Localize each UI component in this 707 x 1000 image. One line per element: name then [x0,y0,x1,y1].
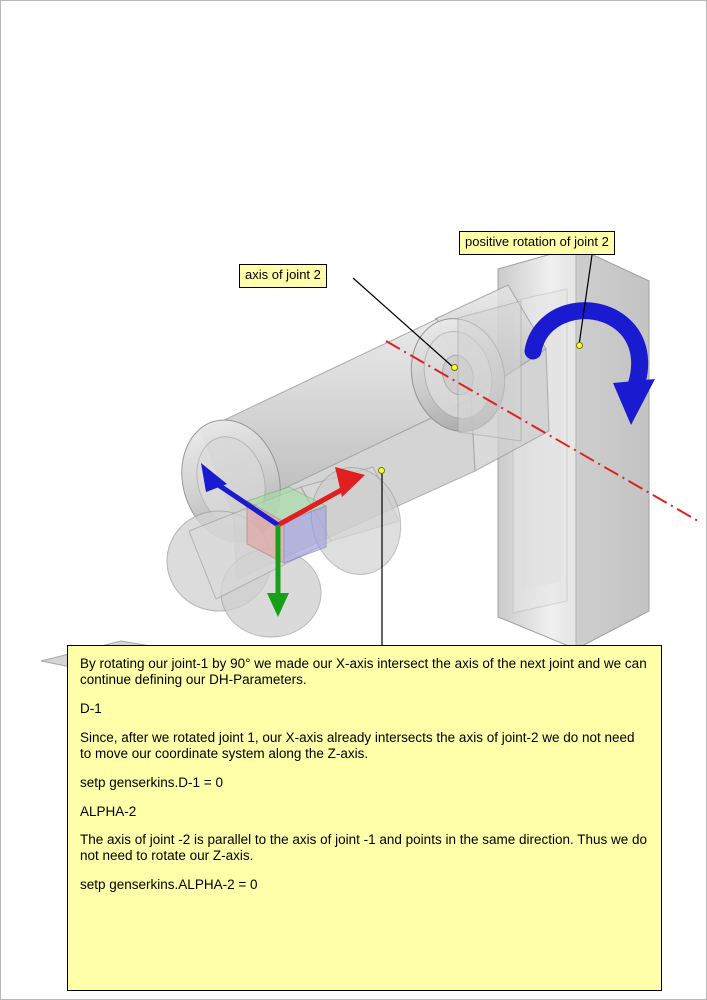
joint2-axis-marker-dot [451,364,458,371]
explanation-text-panel [67,645,662,991]
text-panel-marker-dot [378,467,385,474]
text-paragraph-alpha2: The axis of joint -2 is parallel to the axis of joint -1 and points in the same direction. Thus we do not need to rotate our Z-axis. [80,832,648,864]
text-paragraph-d1: Since, after we rotated joint 1, our X-axis already intersects the axis of joint-2 we do not need to move our coordinate system along the Z-axis. [80,729,635,761]
callout-positive-rotation-of-joint-2 [459,231,615,255]
text-paragraph-intro: By rotating our joint-1 by 90° we made our X-axis intersect the axis of the next joint and we can continue defining our DH-Parameters. [80,656,647,687]
text-heading-alpha2: ALPHA-2 [80,803,137,819]
text-command-d1: setp genserkins.D-1 = 0 [80,774,223,790]
rotation-marker-dot [576,342,583,349]
text-command-alpha2: setp genserkins.ALPHA-2 = 0 [80,877,258,893]
callout-axis-of-joint-2 [239,264,327,288]
callout-positive-rotation-label: positive rotation of joint 2 [465,234,609,249]
callout-axis-of-joint-2-label: axis of joint 2 [245,267,321,282]
text-heading-d1: D-1 [80,700,102,716]
